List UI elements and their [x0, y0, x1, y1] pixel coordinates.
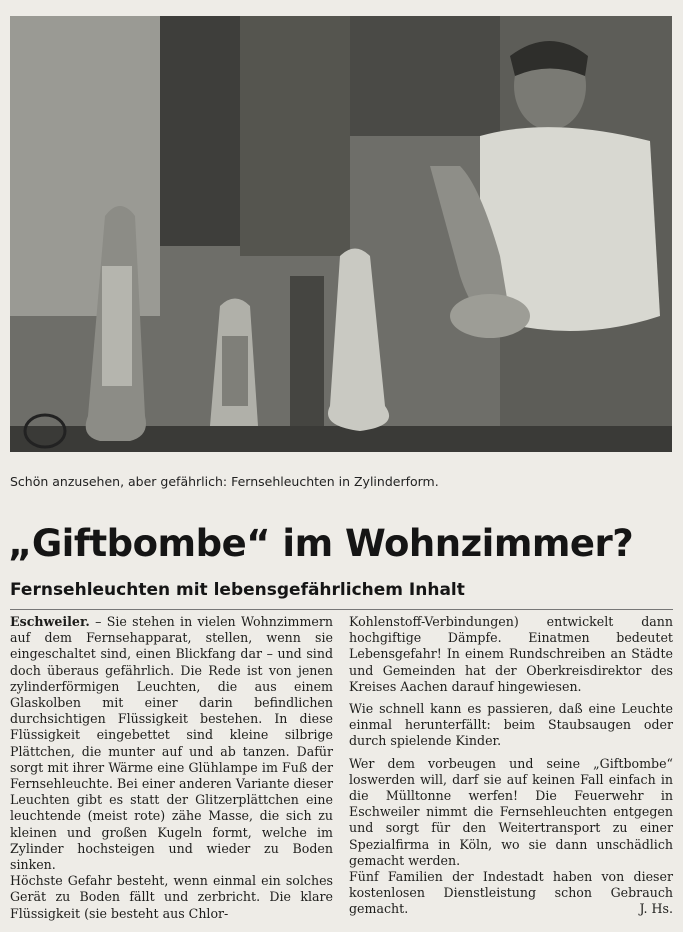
- headline: „Giftbombe“ im Wohnzimmer?: [8, 522, 634, 565]
- article-column-right: [349, 614, 673, 918]
- article-paragraph: Wer dem vorbeugen und seine „Giftbombe“ loswerden will, darf sie auf keinen Fall einfach in die Mülltonne werfen! Die Feuerwehr in Eschweiler nimmt die Fernsehleuchten entgegen und sorgt für den Weitertransport zu einer Spezialfirma in Köln, wo sie dann unschädlich gemacht werden.: [349, 755, 673, 868]
- article-paragraph: Höchste Gefahr besteht, wenn einmal ein solches Gerät zu Boden fällt und zerbricht. Die klare Flüssigkeit (sie besteht aus Chlor-: [10, 873, 333, 921]
- divider: [10, 609, 673, 610]
- news-photo: [10, 16, 672, 452]
- author-signature: J. Hs.: [639, 901, 673, 917]
- dateline: Eschweiler.: [10, 614, 90, 629]
- article-paragraph: [349, 869, 673, 918]
- photo-caption: Schön anzusehen, aber gefährlich: Fernsehleuchten in Zylinderform.: [10, 474, 439, 489]
- article-column-left: [10, 614, 333, 922]
- subheadline: Fernsehleuchten mit lebensgefährlichem Inhalt: [10, 580, 465, 600]
- article-text: Fünf Familien der Indestadt haben von dieser kostenlosen Dienstleistung schon Gebrauch gemacht.: [349, 869, 673, 917]
- article-paragraph: Wie schnell kann es passieren, daß eine Leuchte einmal herunterfällt: beim Staubsaugen oder durch spielende Kinder.: [349, 701, 673, 749]
- article-paragraph: [10, 614, 333, 873]
- photo-lamps-man-icon: [10, 16, 672, 452]
- article-text: – Sie stehen in vielen Wohnzimmern auf dem Fernsehapparat, stellen, wenn sie eingeschaltet sind, einen Blickfang dar – und sind doch überaus gefährlich. Die Rede ist von jenen zylinderförmigen Leuchten, die aus einem Glaskolben mit einer darin befindlichen durchsichtigen Flüssigkeit bestehen. In diese Flüssigkeit eingebettet sind kleine silbrige Plättchen, die munter auf und ab tanzen. Dafür sorgt mit ihrer Wärme eine Glühlampe im Fuß der Fernsehleuchte. Bei einer anderen Variante dieser Leuchten gibt es statt der Glitzerplättchen eine leuchtende (meist rote) zähe Masse, die sich zu kleinen und großen Kugeln formt, welche im Zylinder hochsteigen und wieder zu Boden sinken.: [10, 614, 333, 873]
- article-paragraph: Kohlenstoff-Verbindungen) entwickelt dann hochgiftige Dämpfe. Einatmen bedeutet Lebensgefahr! In einem Rundschreiben an Städte und Gemeinden hat der Oberkreisdirektor des Kreises Aachen darauf hingewiesen.: [349, 614, 673, 694]
